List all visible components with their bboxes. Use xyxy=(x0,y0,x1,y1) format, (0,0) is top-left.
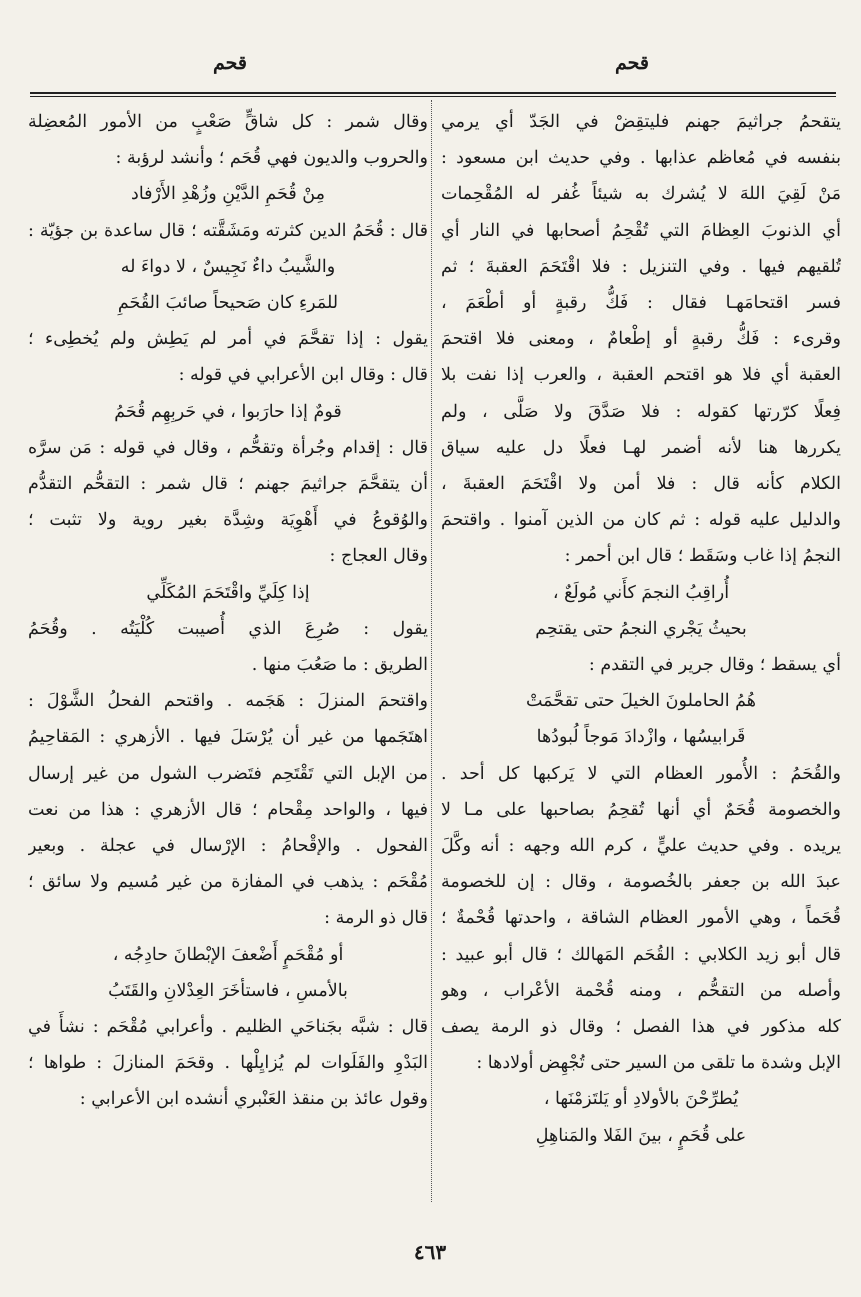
text-line: أي الذنوبَ العِظامَ التي تُقْحِمُ أصحابها في النار أي xyxy=(441,220,841,241)
text-line: قال : إقدام وجُرأة وتقحُّم ، وقال في قوله : مَن سرَّه xyxy=(28,437,428,458)
text-line: يقول : إذا تقحَّمَ في أمر لم يَطِش ولم يُخطِىء ؛ xyxy=(28,329,428,350)
text-line: الكلام كأنه قال : فلا أمن ولا اقْتَحَمَ العقبةَ ، xyxy=(441,474,841,495)
left-column xyxy=(28,104,428,1200)
text-line: وقال العجاج : xyxy=(329,546,428,567)
verse-block xyxy=(28,937,428,1009)
text-line: والحروب والديون فهي قُحَم ؛ وأنشد لرؤبة : xyxy=(115,148,428,169)
verse-block xyxy=(28,249,428,321)
text-line: والوُقوعُ في أَهْوِيَة وشِدَّة بغير روية ولا تثبت ؛ xyxy=(28,510,428,531)
verse-line: أو مُقْحَمٍ أَضْعفَ الإبْطانَ حادِجُه ، xyxy=(112,944,344,965)
text-line: فسر اقتحامَهـا فقال : فَكُّ رقبةٍ أو أطْعَمَ ، xyxy=(441,293,841,314)
verse-line: يُطرِّحْنَ بالأولادِ أو يَلتَزمْنَها ، xyxy=(543,1089,739,1110)
text-line: فيها ، والواحد مِقْحام ؛ قال الأزهري : هذا من نعت xyxy=(28,799,428,820)
verse-block xyxy=(441,1081,841,1153)
verse-block xyxy=(441,683,841,755)
text-line: أن يتقحَّمَ جراثيمَ جهنم ؛ قال شمر : التقحُّم التقدُّم xyxy=(28,474,428,495)
text-line: والخصومة قُحَمٌ أي أنها تُقحِمُ بصاحبها على مـا لا xyxy=(441,799,841,820)
text-line: وقول عائذ بن منقذ العَنْبري أنشده ابن الأعرابي : xyxy=(79,1089,428,1110)
verse-line: قَرابيسُها ، وازْدادَ مَوجاً لُبودُها xyxy=(536,727,746,748)
right-column-paragraph-a xyxy=(441,104,841,575)
header-keyword-right: قحم xyxy=(615,52,649,74)
text-line: مَنْ لَقِيَ اللهَ لا يُشرك به شيئاً غُفر له المُقْحِمات xyxy=(441,184,841,205)
text-line: يتقحمُ جراثيمَ جهنم فليتقِضْ في الجَدّ أي يرمي xyxy=(441,112,841,132)
text-line: قال : شبَّه بجَناحَي الظليم . وأعرابي مُقْحَم : نشأَ في xyxy=(28,1017,428,1038)
verse-block xyxy=(441,575,841,647)
text-line: فِعلًا كرّرتها كقوله : فلا صَدَّقَ ولا صَلَّى ، ولم xyxy=(441,401,841,422)
text-line: مُقْحَم : يذهب في المفازة من غير مُسيم ولا سائق ؛ xyxy=(28,872,428,893)
header-keyword-left: قحم xyxy=(213,52,247,74)
text-line: البَدْوِ والفَلَوات لم يُزايِلْها . وقحَمَ المنازلَ : طواها ؛ xyxy=(28,1053,428,1074)
text-line: أي يسقط ؛ وقال جرير في التقدم : xyxy=(588,655,841,676)
text-line: العقبة أي فلا هو اقتحم العقبة ، والعرب إذا نفت بلا xyxy=(441,365,841,386)
right-column-paragraph-c xyxy=(441,756,841,1082)
text-line: يكررها هنا لأنه أضمر لهـا فعلًا دل عليه سياق xyxy=(441,437,841,458)
page-number: ٤٦٣ xyxy=(413,1240,447,1264)
text-line: وقال شمر : كل شاقٍّ صَعْبٍ من الأمور المُعضِلة xyxy=(28,112,428,132)
verse-line: بحيثُ يَجْري النجمُ حتى يقتحِم xyxy=(535,618,747,639)
text-line: اهتَجَمها من غير أن يُرْسَلَ فيها . الأزهري : المَقاحِيمُ xyxy=(28,727,428,748)
header-rule-thin xyxy=(30,96,836,97)
text-line: قال ذو الرمة : xyxy=(324,908,428,929)
right-column xyxy=(441,104,841,1200)
text-line: وقرىء : فَكُّ رقبةٍ أو إطْعامٌ ، ومعنى فلا اقتحمَ xyxy=(441,329,841,350)
text-line: الطريق : ما صَعُبَ منها . xyxy=(251,655,428,676)
text-line: والدليل عليه قوله : ثم كان من الذين آمنوا . واقتحمَ xyxy=(441,510,841,531)
text-line: وأصله من التقحُّم ، ومنه قُحْمة الأعْراب ، وهو xyxy=(441,980,841,1001)
text-line: كله مذكور في هذا الفصل ؛ وقال ذو الرمة يصف xyxy=(441,1017,841,1038)
verse-line: للمَرءِ كان صَحيحاً صائبَ القُحَمِ xyxy=(117,293,339,314)
text-line: الفحول . والإقْحامُ : الإرْسال في عجلة . وبعير xyxy=(28,836,428,857)
header-rule xyxy=(30,92,836,94)
verse-line: والشَّيبُ داءٌ نَجِيسٌ ، لا دواءَ له xyxy=(120,256,336,277)
text-line: يقول : صُرِعَ الذي أُصيبت كُلْيَتُه . وقُحَمُ xyxy=(28,618,428,639)
text-line: يريده . وفي حديث عليٍّ ، كرم الله وجهه : أنه وكَّلَ xyxy=(441,836,841,857)
text-line: عبدَ الله بن جعفر بالخُصومة ، وقال : إن للخصومة xyxy=(441,872,841,893)
text-line: قُحَماً ، وهي الأمور العظام الشاقة ، واحدتها قُحْمةٌ ؛ xyxy=(441,908,841,929)
verse-line: مِنْ قُحَمِ الدَّيْنِ وزُهْدِ الأَرْفاد xyxy=(131,184,325,205)
verse-line: قومٌ إذا حارَبوا ، في حَربِهِم قُحَمُ xyxy=(114,401,342,422)
text-line: قال : وقال ابن الأعرابي في قوله : xyxy=(178,365,428,386)
text-line: من الإبل التي تَقْتَحِم فتَضرب الشول من غير إرسال xyxy=(28,763,428,784)
column-divider xyxy=(431,100,432,1202)
verse-line: بالأمسِ ، فاستأخَرَ العِدْلانِ والقَتَبُ xyxy=(108,980,348,1001)
text-line: النجمُ إذا غاب وسَقَط ؛ قال ابن أحمر : xyxy=(564,546,841,567)
verse-line: هُمُ الحاملونَ الخيلَ حتى تقحَّمَتْ xyxy=(525,691,757,712)
text-line: قال أبو زيد الكلابي : القُحَم المَهالك ؛ قال أبو عبيد : xyxy=(441,944,841,965)
verse-line: على قُحَمٍ ، بينَ الفَلا والمَناهِلِ xyxy=(535,1125,747,1146)
text-line: تُلقيهم فيها . وفي التنزيل : فلا اقْتَحَمَ العقبةَ ؛ ثم xyxy=(441,256,841,277)
text-line: بنفسه في مُعاظم عذابها . وفي حديث ابن مسعود : xyxy=(441,148,841,169)
text-line: قال : قُحَمُ الدين كثرته ومَشَقَّته ؛ قال ساعدة بن جؤيّة : xyxy=(28,220,428,241)
verse-line: إذا كِلَيِّ واقْتَحَمَ المُكَلِّي xyxy=(146,582,310,603)
text-line: الإبل وشدة ما تلقى من السير حتى تُجْهِض أولادها : xyxy=(476,1053,841,1074)
verse-line: أُراقِبُ النجمَ كأَني مُولَعٌ ، xyxy=(552,582,730,603)
text-line: واقتحمَ المنزلَ : هَجَمه . واقتحم الفحلُ الشَّوْلَ : xyxy=(28,691,428,712)
text-line: والقُحَمُ : الأُمور العظام التي لا يَركبها كل أحد . xyxy=(441,763,841,784)
